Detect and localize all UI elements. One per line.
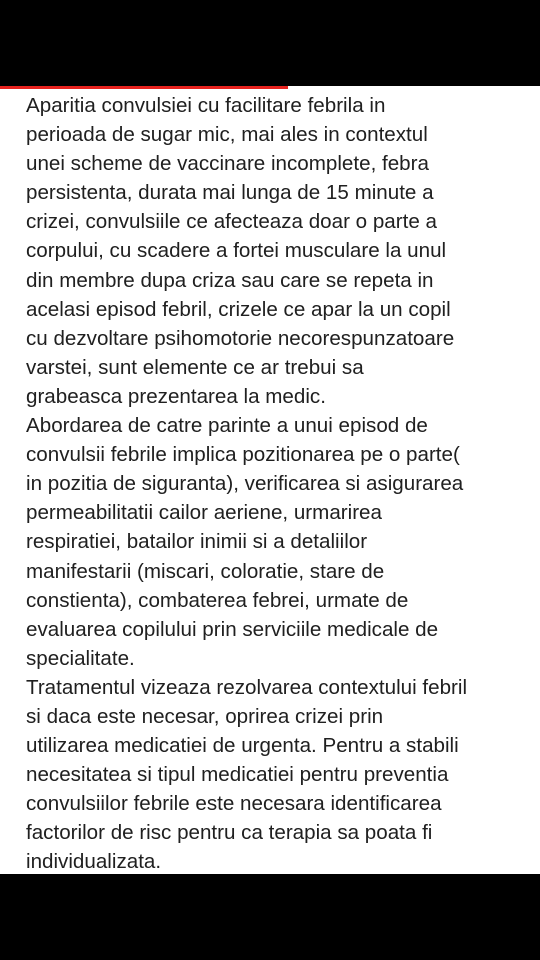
- text-line: convulsii febrile implica pozitionarea pe o parte(: [26, 443, 460, 467]
- text-line: grabeasca prezentarea la medic.: [26, 384, 326, 408]
- paragraph-1: [26, 91, 536, 411]
- text-line: unei scheme de vaccinare incomplete, febra: [26, 152, 429, 176]
- text-line: Tratamentul vizeaza rezolvarea contextului febril: [26, 675, 468, 699]
- text-line: convulsiilor febrile este necesara identificarea: [26, 792, 442, 816]
- text-line: evaluarea copilului prin serviciile medicale de: [26, 617, 439, 641]
- text-line: constienta), combaterea febrei, urmate de: [26, 588, 409, 612]
- article-panel: [0, 86, 540, 874]
- article-body: [26, 91, 536, 877]
- text-line: corpului, cu scadere a fortei musculare la unul: [26, 239, 447, 263]
- text-line: crizei, convulsiile ce afecteaza doar o parte a: [26, 210, 437, 234]
- text-line: acelasi episod febril, crizele ce apar la un copil: [26, 297, 451, 321]
- text-line: varstei, sunt elemente ce ar trebui sa: [26, 355, 364, 379]
- text-line: necesitatea si tipul medicatiei pentru preventia: [26, 763, 449, 787]
- text-line: in pozitia de siguranta), verificarea si asigurarea: [26, 472, 464, 496]
- text-line: permeabilitatii cailor aeriene, urmarirea: [26, 501, 382, 525]
- text-line: respiratiei, batailor inimii si a detaliilor: [26, 530, 368, 554]
- text-line: manifestarii (miscari, coloratie, stare de: [26, 559, 385, 583]
- text-line: perioada de sugar mic, mai ales in contextul: [26, 123, 428, 147]
- paragraph-3: [26, 673, 536, 877]
- text-line: Aparitia convulsiei cu facilitare febrila in: [26, 94, 386, 117]
- top-black-bar: [0, 0, 540, 86]
- paragraph-2: [26, 411, 536, 673]
- reading-progress-bar: [0, 86, 288, 89]
- text-line: cu dezvoltare psihomotorie necorespunzatoare: [26, 326, 455, 350]
- text-line: specialitate.: [26, 646, 135, 670]
- bottom-black-bar: [0, 874, 540, 960]
- text-line: utilizarea medicatiei de urgenta. Pentru a stabili: [26, 734, 459, 758]
- text-line: din membre dupa criza sau care se repeta in: [26, 268, 434, 292]
- text-line: Abordarea de catre parinte a unui episod de: [26, 414, 428, 438]
- text-line: persistenta, durata mai lunga de 15 minute a: [26, 181, 434, 205]
- text-line: individualizata.: [26, 850, 162, 874]
- text-line: factorilor de risc pentru ca terapia sa poata fi: [26, 821, 433, 845]
- text-line: si daca este necesar, oprirea crizei prin: [26, 704, 384, 728]
